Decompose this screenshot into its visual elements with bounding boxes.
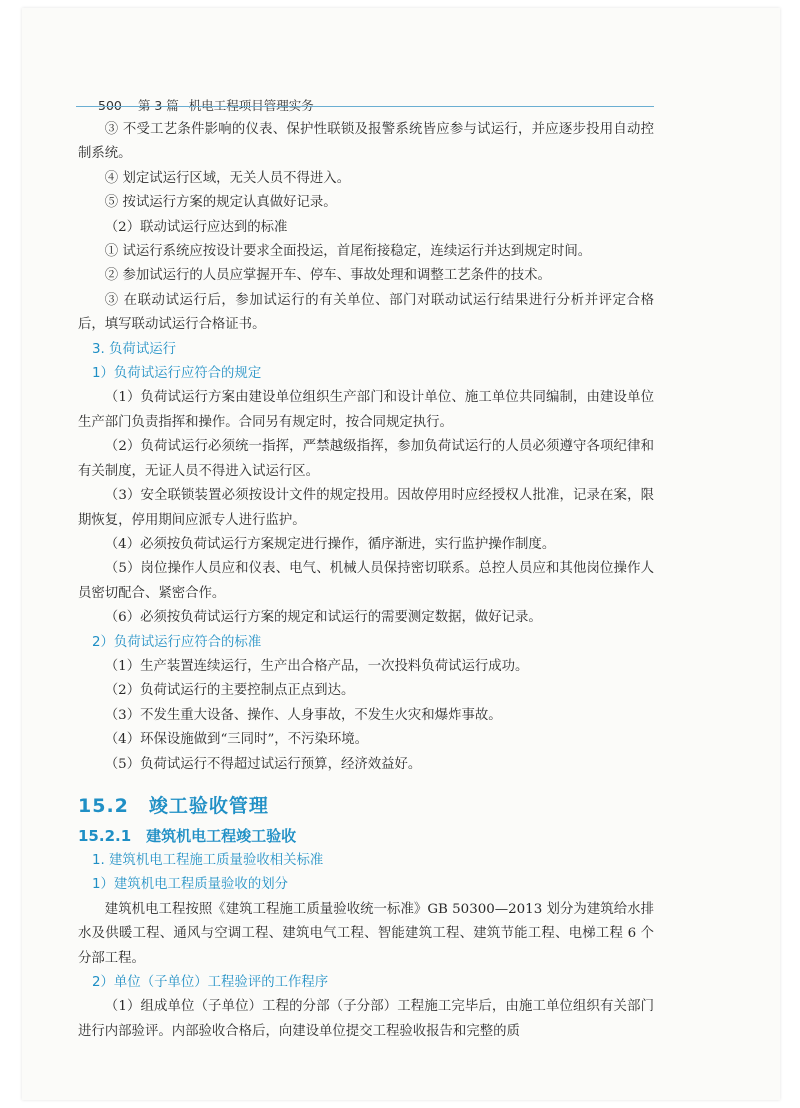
paragraph: （6）必须按负荷试运行方案的规定和试运行的需要测定数据，做好记录。: [104, 610, 542, 626]
paragraph: （1）组成单位（子单位）工程的分部（子分部）工程施工完毕后，由施工单位组织有关部门进行内部验评。内部验收合格后，向建设单位提交工程验收报告和完整的质: [78, 999, 654, 1039]
paragraph: （4）环保设施做到“三同时”，不污染环境。: [104, 732, 369, 748]
paragraph: （3）不发生重大设备、操作、人身事故，不发生火灾和爆炸事故。: [104, 707, 502, 723]
header-rule: [76, 106, 654, 107]
running-header: [98, 96, 314, 114]
paragraph: ⑤ 按试运行方案的规定认真做好记录。: [104, 195, 337, 211]
paragraph: （3）安全联锁装置必须按设计文件的规定投用。因故停用时应经授权人批准，记录在案，限期恢复，停用期间应派专人进行监护。: [78, 488, 654, 528]
paragraph: （5）岗位操作人员应和仪表、电气、机械人员保持密切联系。总控人员应和其他岗位操作人员密切配合、紧密合作。: [78, 561, 654, 601]
paragraph: ② 参加试运行的人员应掌握开车、停车、事故处理和调整工艺条件的技术。: [104, 268, 551, 284]
paragraph: （2）联动试运行应达到的标准: [104, 219, 288, 235]
subsection-heading: 2）单位（子单位）工程验评的工作程序: [92, 975, 329, 990]
subsection-heading: 1）负荷试运行应符合的规定: [92, 366, 262, 382]
subsection-heading: 1. 建筑机电工程施工质量验收相关标准: [92, 852, 324, 868]
header-title: 机电工程项目管理实务: [188, 98, 314, 113]
paragraph: （4）必须按负荷试运行方案规定进行操作，循序渐进，实行监护操作制度。: [104, 536, 556, 552]
subsection-heading: 3. 负荷试运行: [92, 341, 176, 357]
paragraph: （1）负荷试运行方案由建设单位组织生产部门和设计单位、施工单位共同编制，由建设单位生产部门负责指挥和操作。合同另有规定时，按合同规定执行。: [78, 390, 654, 430]
paragraph: （5）负荷试运行不得超过试运行预算，经济效益好。: [104, 756, 422, 772]
paragraph: ③ 在联动试运行后，参加试运行的有关单位、部门对联动试运行结果进行分析并评定合格后，填写联动试运行合格证书。: [78, 292, 654, 333]
section-heading: 15.2 竣工验收管理: [78, 794, 269, 817]
paragraph: 建筑机电工程按照《建筑工程施工质量验收统一标准》GB 50300—2013 划分为建筑给水排水及供暖工程、通风与空调工程、建筑电气工程、智能建筑工程、建筑节能工程、电梯工程 6 个分部工程。: [78, 901, 654, 966]
subsection-heading: 2）负荷试运行应符合的标准: [92, 634, 262, 650]
paragraph: （1）生产装置连续运行，生产出合格产品，一次投料负荷试运行成功。: [104, 658, 529, 674]
paragraph: （2）负荷试运行的主要控制点正点到达。: [104, 683, 355, 699]
paragraph: ④ 划定试运行区域，无关人员不得进入。: [104, 170, 351, 186]
body-text: [78, 118, 654, 1044]
paragraph: （2）负荷试运行必须统一指挥，严禁越级指挥，参加负荷试运行的人员必须遵守各项纪律和有关制度，无证人员不得进入试运行区。: [78, 439, 654, 479]
subsection-heading: 1）建筑机电工程质量验收的划分: [92, 877, 288, 893]
subsection-title: 15.2.1 建筑机电工程竣工验收: [78, 826, 297, 845]
page-number: 500: [98, 98, 122, 113]
paragraph: ③ 不受工艺条件影响的仪表、保护性联锁及报警系统皆应参与试运行，并应逐步投用自动控制系统。: [78, 122, 654, 162]
part-label: 第 3 篇: [137, 98, 179, 113]
paragraph: ① 试运行系统应按设计要求全面投运，首尾衔接稳定，连续运行并达到规定时间。: [104, 244, 592, 260]
